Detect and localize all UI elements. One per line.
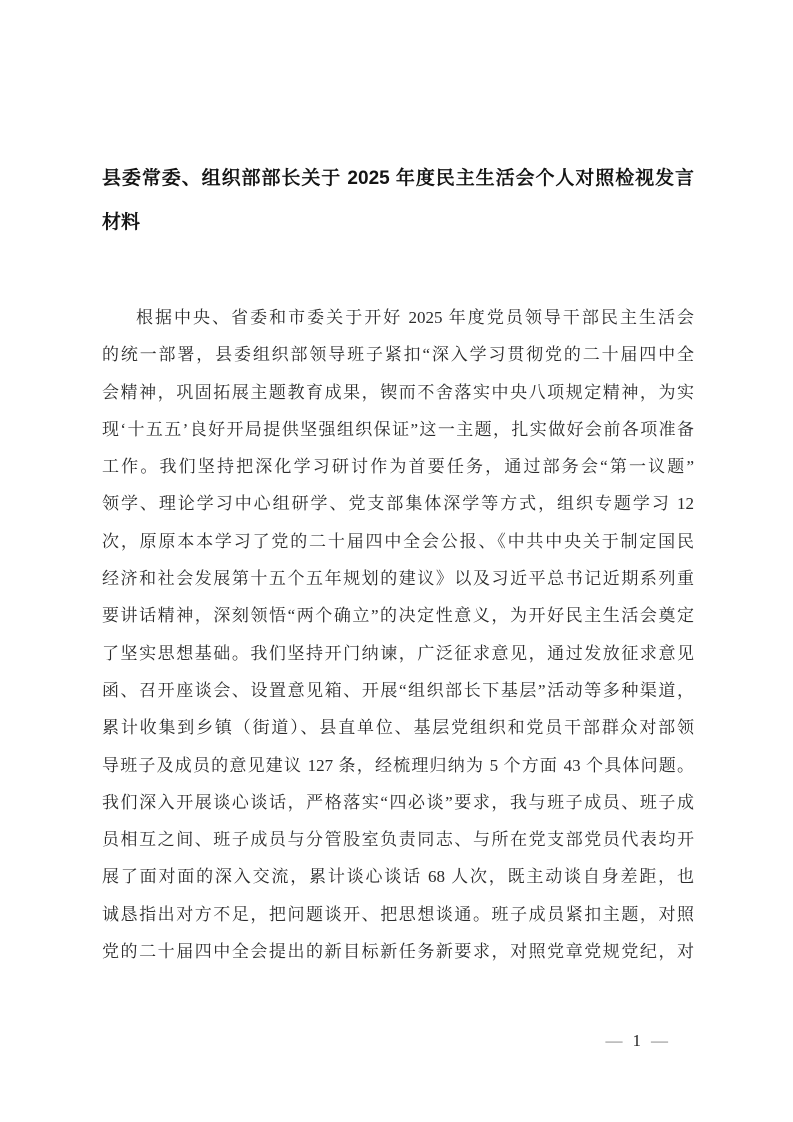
- body-line: 员相互之间、班子成员与分管股室负责同志、与所在党支部党员代表均开: [102, 830, 694, 850]
- body-line: 展了面对面的深入交流，累计谈心谈话 68 人次，既主动谈自身差距，也: [102, 867, 694, 887]
- body-line: 累计收集到乡镇（街道）、县直单位、基层党组织和党员干部群众对部领: [102, 718, 694, 738]
- body-line: 经济和社会发展第十五个五年规划的建议》以及习近平总书记近期系列重: [102, 569, 694, 589]
- body-line: 函、召开座谈会、设置意见箱、开展“组织部长下基层”活动等多种渠道，: [102, 680, 694, 700]
- body-line: 我们深入开展谈心谈话，严格落实“四必谈”要求，我与班子成员、班子成: [102, 792, 694, 812]
- page-number-dash-left: —: [605, 1031, 623, 1050]
- title-line: 材料: [102, 212, 141, 233]
- document-title: [102, 157, 694, 245]
- body-line: 次，原原本本学习了党的二十届四中全会公报、《中共中央关于制定国民: [102, 531, 694, 551]
- body-line: 的统一部署，县委组织部领导班子紧扣“深入学习贯彻党的二十届四中全: [102, 345, 694, 365]
- body-line: 诚恳指出对方不足，把问题谈开、把思想谈通。班子成员紧扣主题，对照: [102, 904, 694, 924]
- body-line: 导班子及成员的意见建议 127 条，经梳理归纳为 5 个方面 43 个具体问题。: [102, 755, 694, 775]
- body-line: 工作。我们坚持把深化学习研讨作为首要任务，通过部务会“第一议题”: [102, 457, 694, 477]
- body-line: 根据中央、省委和市委关于开好 2025 年度党员领导干部民主生活会: [136, 308, 694, 327]
- title-line: 县委常委、组织部部长关于 2025 年度民主生活会个人对照检视发言: [102, 168, 694, 189]
- page-number: 1: [632, 1031, 641, 1050]
- body-line: 会精神，巩固拓展主题教育成果，锲而不舍落实中央八项规定精神，为实: [102, 382, 694, 402]
- page-number-dash-right: —: [651, 1031, 668, 1050]
- document-body: [102, 299, 694, 970]
- body-line: 现‘十五五’良好开局提供坚强组织保证”这一主题，扎实做好会前各项准备: [102, 419, 694, 439]
- body-line: 要讲话精神，深刻领悟“两个确立”的决定性意义，为开好民主生活会奠定: [102, 606, 694, 626]
- body-line: 领学、理论学习中心组研学、党支部集体深学等方式，组织专题学习 12: [102, 494, 694, 514]
- body-line: 党的二十届四中全会提出的新目标新任务新要求，对照党章党规党纪，对: [102, 942, 694, 962]
- page-footer: [102, 1029, 668, 1053]
- body-line: 了坚实思想基础。我们坚持开门纳谏，广泛征求意见，通过发放征求意见: [102, 643, 694, 663]
